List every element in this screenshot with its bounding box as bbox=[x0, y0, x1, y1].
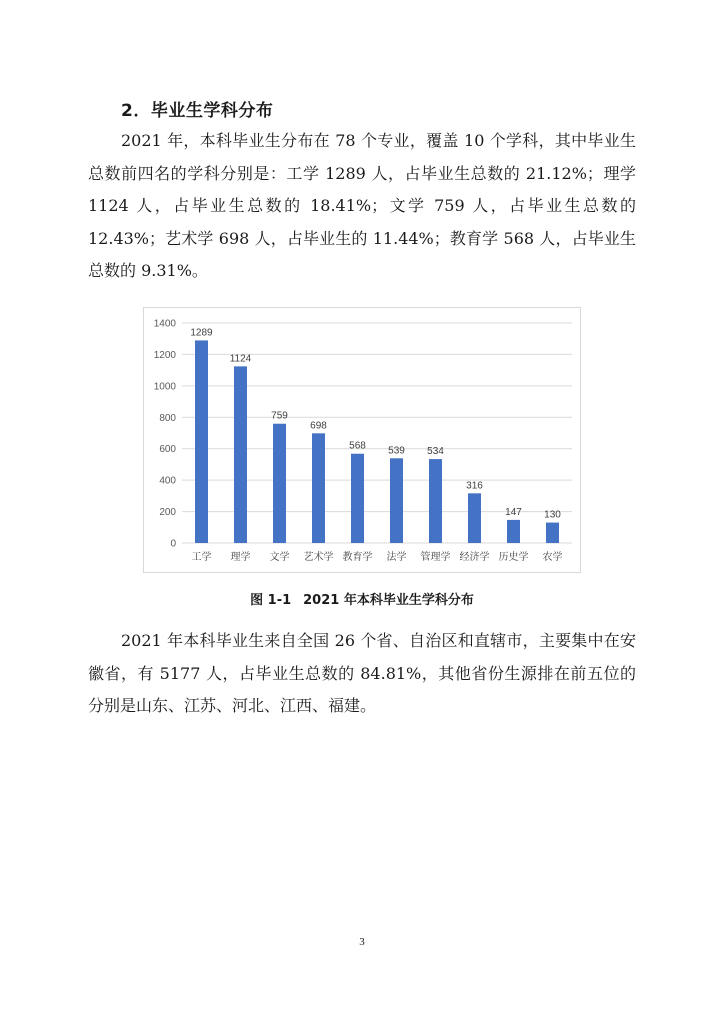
y-tick-label: 0 bbox=[170, 538, 176, 550]
x-tick-label: 历史学 bbox=[498, 552, 529, 563]
data-label: 568 bbox=[349, 440, 366, 452]
figure-number: 图 1-1 bbox=[250, 593, 292, 608]
x-tick-label: 文学 bbox=[269, 552, 290, 563]
data-label: 1289 bbox=[190, 327, 213, 339]
bar bbox=[195, 340, 208, 543]
data-label: 539 bbox=[388, 445, 405, 457]
paragraph-student-origin: 2021 年本科毕业生来自全国 26 个省、自治区和直辖市，主要集中在安徽省，有 5177 人，占毕业生总数的 84.81%，其他省份生源排在前五位的分别是山东、江苏、河北、江西、福建。 bbox=[88, 631, 636, 715]
y-tick-label: 1200 bbox=[153, 349, 176, 361]
bar bbox=[273, 424, 286, 543]
x-tick-label: 法学 bbox=[386, 552, 407, 563]
section-heading: 2．毕业生学科分布 bbox=[121, 101, 274, 121]
data-label: 147 bbox=[505, 506, 522, 518]
x-tick-label: 教育学 bbox=[342, 552, 373, 563]
data-label: 534 bbox=[427, 446, 444, 458]
y-tick-label: 400 bbox=[159, 475, 176, 487]
y-tick-label: 200 bbox=[159, 507, 176, 519]
x-tick-label: 经济学 bbox=[459, 552, 490, 563]
figure-caption bbox=[0, 589, 724, 608]
data-label: 759 bbox=[271, 410, 288, 422]
page-number: 3 bbox=[359, 936, 365, 948]
x-tick-label: 农学 bbox=[542, 552, 563, 563]
x-tick-label: 工学 bbox=[191, 552, 212, 563]
data-label: 130 bbox=[544, 509, 561, 521]
x-tick-label: 理学 bbox=[230, 552, 251, 563]
x-tick-label: 管理学 bbox=[420, 552, 451, 563]
bar bbox=[468, 493, 481, 543]
bar-chart bbox=[143, 307, 581, 573]
y-tick-label: 1400 bbox=[153, 318, 176, 330]
bar bbox=[351, 454, 364, 543]
y-tick-label: 1000 bbox=[153, 381, 176, 393]
bar bbox=[390, 458, 403, 543]
y-tick-label: 800 bbox=[159, 412, 176, 424]
figure-title: 2021 年本科毕业生学科分布 bbox=[303, 593, 474, 608]
data-label: 1124 bbox=[229, 353, 252, 365]
bar bbox=[312, 433, 325, 543]
paragraph-discipline-distribution: 2021 年，本科毕业生分布在 78 个专业，覆盖 10 个学科，其中毕业生总数前四名的学科分别是：工学 1289 人，占毕业生总数的 21.12%；理学 1124 人，占毕业生总数的 18.41%；文学 759 人，占毕业生总数的 12.43%；艺术学 698 人，占毕业生的 11.44%；教育学 568 人，占毕业生总数的 9.31%。 bbox=[88, 131, 636, 280]
data-label: 698 bbox=[310, 420, 327, 432]
data-label: 316 bbox=[466, 480, 483, 492]
x-tick-label: 艺术学 bbox=[303, 552, 334, 563]
y-tick-label: 600 bbox=[159, 444, 176, 456]
bar bbox=[507, 520, 520, 543]
bar bbox=[234, 366, 247, 543]
bar bbox=[429, 459, 442, 543]
chart-svg bbox=[144, 308, 582, 574]
bar bbox=[546, 523, 559, 543]
